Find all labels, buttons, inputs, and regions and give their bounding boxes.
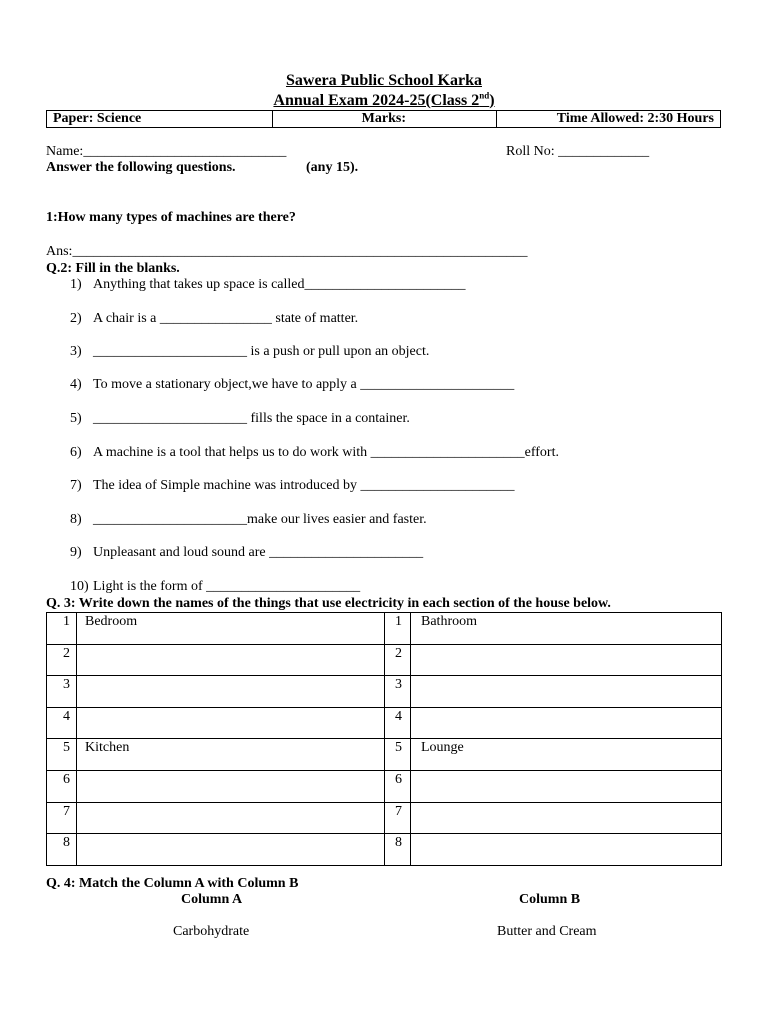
item-number: 4) — [70, 377, 82, 392]
fill-blank-item[interactable] — [70, 512, 427, 528]
q1-question: 1:How many types of machines are there? — [46, 210, 296, 225]
room-cell[interactable] — [77, 834, 385, 866]
time-cell: Time Allowed: 2:30 Hours — [556, 111, 714, 126]
fill-blank-item[interactable] — [70, 377, 514, 393]
item-number: 3) — [70, 344, 82, 359]
name-field[interactable]: Name:_____________________________ — [46, 144, 287, 159]
row-number: 5 — [385, 739, 411, 771]
item-number: 6) — [70, 445, 82, 460]
row-number: 7 — [47, 802, 77, 834]
fill-blank-item[interactable] — [70, 545, 423, 561]
school-title: Sawera Public School Karka — [285, 72, 482, 89]
fill-blank-item[interactable] — [70, 277, 466, 293]
column-b-heading: Column B — [519, 892, 581, 907]
room-cell[interactable] — [77, 676, 385, 708]
item-number: 8) — [70, 512, 82, 527]
q4-heading: Q. 4: Match the Column A with Column B — [46, 876, 299, 891]
room-cell[interactable]: Kitchen — [77, 739, 385, 771]
item-number: 2) — [70, 311, 82, 326]
item-text: The idea of Simple machine was introduced by ______________________ — [93, 478, 515, 493]
q2-heading: Q.2: Fill in the blanks. — [46, 261, 180, 276]
row-number: 6 — [47, 770, 77, 802]
row-number: 4 — [47, 707, 77, 739]
row-number: 3 — [385, 676, 411, 708]
room-cell[interactable] — [77, 770, 385, 802]
row-number: 1 — [47, 613, 77, 645]
room-cell[interactable] — [411, 676, 722, 708]
table-row — [47, 707, 722, 739]
instructions: Answer the following questions. — [46, 160, 236, 175]
room-cell[interactable]: Lounge — [411, 739, 722, 771]
room-cell[interactable] — [77, 802, 385, 834]
fill-blank-item[interactable] — [70, 579, 360, 595]
item-text: Light is the form of ______________________ — [93, 579, 361, 594]
room-cell[interactable]: Bathroom — [411, 613, 722, 645]
item-text: A machine is a tool that helps us to do work with ______________________effort. — [93, 445, 559, 460]
row-number: 4 — [385, 707, 411, 739]
item-text: Unpleasant and loud sound are ______________________ — [93, 545, 424, 560]
paper-cell: Paper: Science — [47, 111, 273, 127]
column-a-heading: Column A — [181, 892, 243, 907]
table-row — [47, 644, 722, 676]
room-cell[interactable] — [411, 802, 722, 834]
row-number: 2 — [47, 644, 77, 676]
fill-blank-item[interactable] — [70, 344, 429, 360]
item-text: ______________________ is a push or pull upon an object. — [93, 344, 430, 359]
instructions-any: (any 15). — [306, 160, 359, 175]
table-row — [47, 770, 722, 802]
roll-no-field[interactable]: Roll No: _____________ — [506, 144, 650, 159]
item-text: ______________________make our lives easier and faster. — [93, 512, 427, 527]
row-number: 5 — [47, 739, 77, 771]
item-text: ______________________ fills the space in a container. — [93, 411, 410, 426]
q3-heading: Q. 3: Write down the names of the things that use electricity in each section of the house below. — [46, 596, 611, 611]
room-cell[interactable]: Bedroom — [77, 613, 385, 645]
column-b-item: Butter and Cream — [497, 924, 597, 939]
fill-blank-item[interactable] — [70, 311, 358, 327]
row-number: 8 — [385, 834, 411, 866]
row-number: 2 — [385, 644, 411, 676]
table-row — [47, 676, 722, 708]
item-number: 10) — [70, 579, 89, 594]
room-cell[interactable] — [411, 707, 722, 739]
table-row — [47, 613, 722, 645]
exam-title: Annual Exam 2024-25(Class 2nd) — [273, 90, 495, 109]
row-number: 8 — [47, 834, 77, 866]
item-text: To move a stationary object,we have to apply a ______________________ — [93, 377, 515, 392]
row-number: 7 — [385, 802, 411, 834]
fill-blank-item[interactable] — [70, 478, 514, 494]
room-cell[interactable] — [411, 770, 722, 802]
table-row — [47, 834, 722, 866]
room-cell[interactable] — [411, 834, 722, 866]
item-number: 5) — [70, 411, 82, 426]
fill-blank-item[interactable] — [70, 445, 559, 461]
item-number: 7) — [70, 478, 82, 493]
q1-answer-line[interactable]: Ans:_________________________________________________________________ — [46, 244, 528, 259]
row-number: 1 — [385, 613, 411, 645]
room-cell[interactable] — [77, 707, 385, 739]
room-cell[interactable] — [411, 644, 722, 676]
column-a-item: Carbohydrate — [173, 924, 250, 939]
marks-cell: Marks: — [273, 111, 497, 127]
item-number: 1) — [70, 277, 82, 292]
fill-blank-item[interactable] — [70, 411, 410, 427]
row-number: 3 — [47, 676, 77, 708]
room-cell[interactable] — [77, 644, 385, 676]
exam-info-table — [46, 110, 721, 128]
item-text: A chair is a ________________ state of matter. — [93, 311, 359, 326]
row-number: 6 — [385, 770, 411, 802]
item-number: 9) — [70, 545, 82, 560]
item-text: Anything that takes up space is called_______________________ — [93, 277, 466, 292]
electricity-table — [46, 612, 722, 866]
table-row — [47, 802, 722, 834]
table-row — [47, 739, 722, 771]
